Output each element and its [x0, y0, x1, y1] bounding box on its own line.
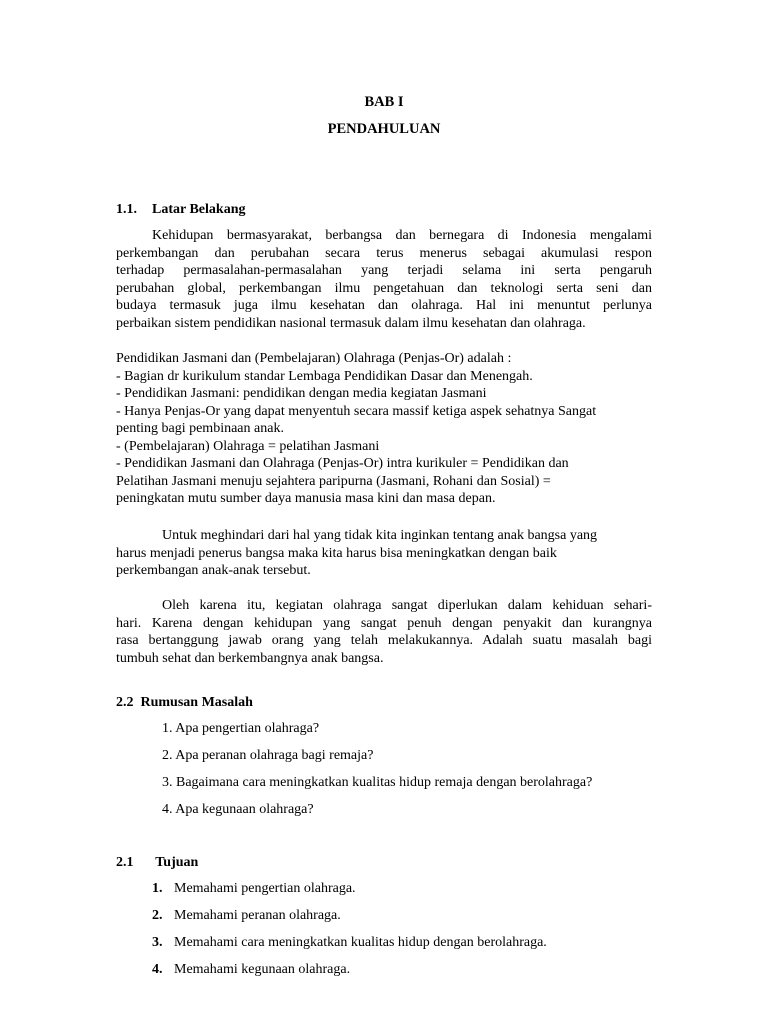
- paragraph-line: perubahan global, perkembangan ilmu pengetahuan dan teknologi serta seni dan: [116, 280, 652, 296]
- tujuan-item-number: 2.: [152, 908, 163, 923]
- section-rumusan-heading: 2.2 Rumusan Masalah: [116, 695, 253, 710]
- definition-line: Pelatihan Jasmani menuju sejahtera paripurna (Jasmani, Rohani dan Sosial) =: [116, 473, 551, 489]
- paragraph-line: Oleh karena itu, kegiatan olahraga sangat diperlukan dalam kehiduan sehari-: [162, 598, 652, 613]
- definition-line: - Pendidikan Jasmani dan Olahraga (Penjas-Or) intra kurikuler = Pendidikan dan: [116, 456, 569, 471]
- section-tujuan-title: Tujuan: [155, 855, 199, 870]
- rumusan-item: 4. Apa kegunaan olahraga?: [162, 802, 314, 817]
- definition-line: - Pendidikan Jasmani: pendidikan dengan media kegiatan Jasmani: [116, 386, 487, 401]
- section-latar-heading: [116, 201, 245, 219]
- definition-line: peningkatan mutu sumber daya manusia masa kini dan masa depan.: [116, 491, 496, 506]
- section-tujuan-number: 2.1: [116, 855, 134, 870]
- tujuan-item: [152, 880, 356, 898]
- section-latar-title: Latar Belakang: [152, 202, 246, 217]
- definition-line: - Hanya Penjas-Or yang dapat menyentuh secara massif ketiga aspek sehatnya Sangat: [116, 403, 597, 419]
- tujuan-item: [152, 934, 547, 952]
- paragraph-kehidupan: [116, 227, 652, 332]
- paragraph-line: Untuk meghindari dari hal yang tidak kita inginkan tentang anak bangsa yang: [162, 528, 598, 543]
- tujuan-item-text: Memahami pengertian olahraga.: [174, 881, 356, 896]
- chapter-title: PENDAHULUAN: [327, 121, 441, 137]
- paragraph-line: hari. Karena dengan kehidupan yang sangat penuh dengan penyakit dan kurangnya: [116, 615, 652, 631]
- tujuan-item: [152, 961, 350, 979]
- definition-line: Pendidikan Jasmani dan (Pembelajaran) Olahraga (Penjas-Or) adalah :: [116, 351, 512, 366]
- rumusan-item: 1. Apa pengertian olahraga?: [162, 721, 320, 736]
- paragraph-line: rasa bertanggung jawab orang yang telah melakukannya. Adalah suatu masalah bagi: [116, 633, 652, 648]
- paragraph-line: perkembangan anak-anak tersebut.: [116, 563, 311, 578]
- paragraph-line: terhadap permasalahan-permasalahan yang terjadi selama ini serta pengaruh: [116, 263, 652, 278]
- tujuan-item-number: 4.: [152, 962, 163, 977]
- section-tujuan-heading: [116, 854, 198, 872]
- tujuan-item-number: 3.: [152, 935, 163, 950]
- tujuan-item-number: 1.: [152, 881, 163, 896]
- tujuan-item-text: Memahami kegunaan olahraga.: [174, 962, 351, 977]
- definition-line: - (Pembelajaran) Olahraga = pelatihan Jasmani: [116, 438, 380, 454]
- definition-list: [116, 350, 656, 508]
- paragraph-line: perbaikan sistem pendidikan nasional termasuk dalam ilmu kesehatan dan olahraga.: [116, 315, 586, 331]
- definition-line: penting bagi pembinaan anak.: [116, 421, 284, 436]
- paragraph-untuk: [116, 527, 656, 580]
- tujuan-item-text: Memahami peranan olahraga.: [174, 908, 341, 923]
- rumusan-item: 3. Bagaimana cara meningkatkan kualitas hidup remaja dengan berolahraga?: [162, 775, 593, 790]
- tujuan-item-text: Memahami cara meningkatkan kualitas hidup dengan berolahraga.: [174, 935, 547, 950]
- tujuan-item: [152, 907, 341, 925]
- paragraph-line: tumbuh sehat dan berkembangnya anak bangsa.: [116, 650, 384, 666]
- chapter-label: BAB I: [364, 94, 404, 110]
- definition-line: - Bagian dr kurikulum standar Lembaga Pendidikan Dasar dan Menengah.: [116, 368, 533, 384]
- paragraph-line: perkembangan dan perubahan secara terus menerus sebagai akumulasi respon: [116, 245, 652, 261]
- paragraph-oleh: [116, 597, 652, 667]
- rumusan-item: 2. Apa peranan olahraga bagi remaja?: [162, 748, 374, 763]
- section-latar-number: 1.1.: [116, 202, 137, 217]
- paragraph-line: budaya termasuk juga ilmu kesehatan dan olahraga. Hal ini menuntut perlunya: [116, 298, 652, 313]
- paragraph-line: harus menjadi penerus bangsa maka kita harus bisa meningkatkan dengan baik: [116, 545, 557, 561]
- paragraph-line: Kehidupan bermasyarakat, berbangsa dan bernegara di Indonesia mengalami: [152, 228, 652, 243]
